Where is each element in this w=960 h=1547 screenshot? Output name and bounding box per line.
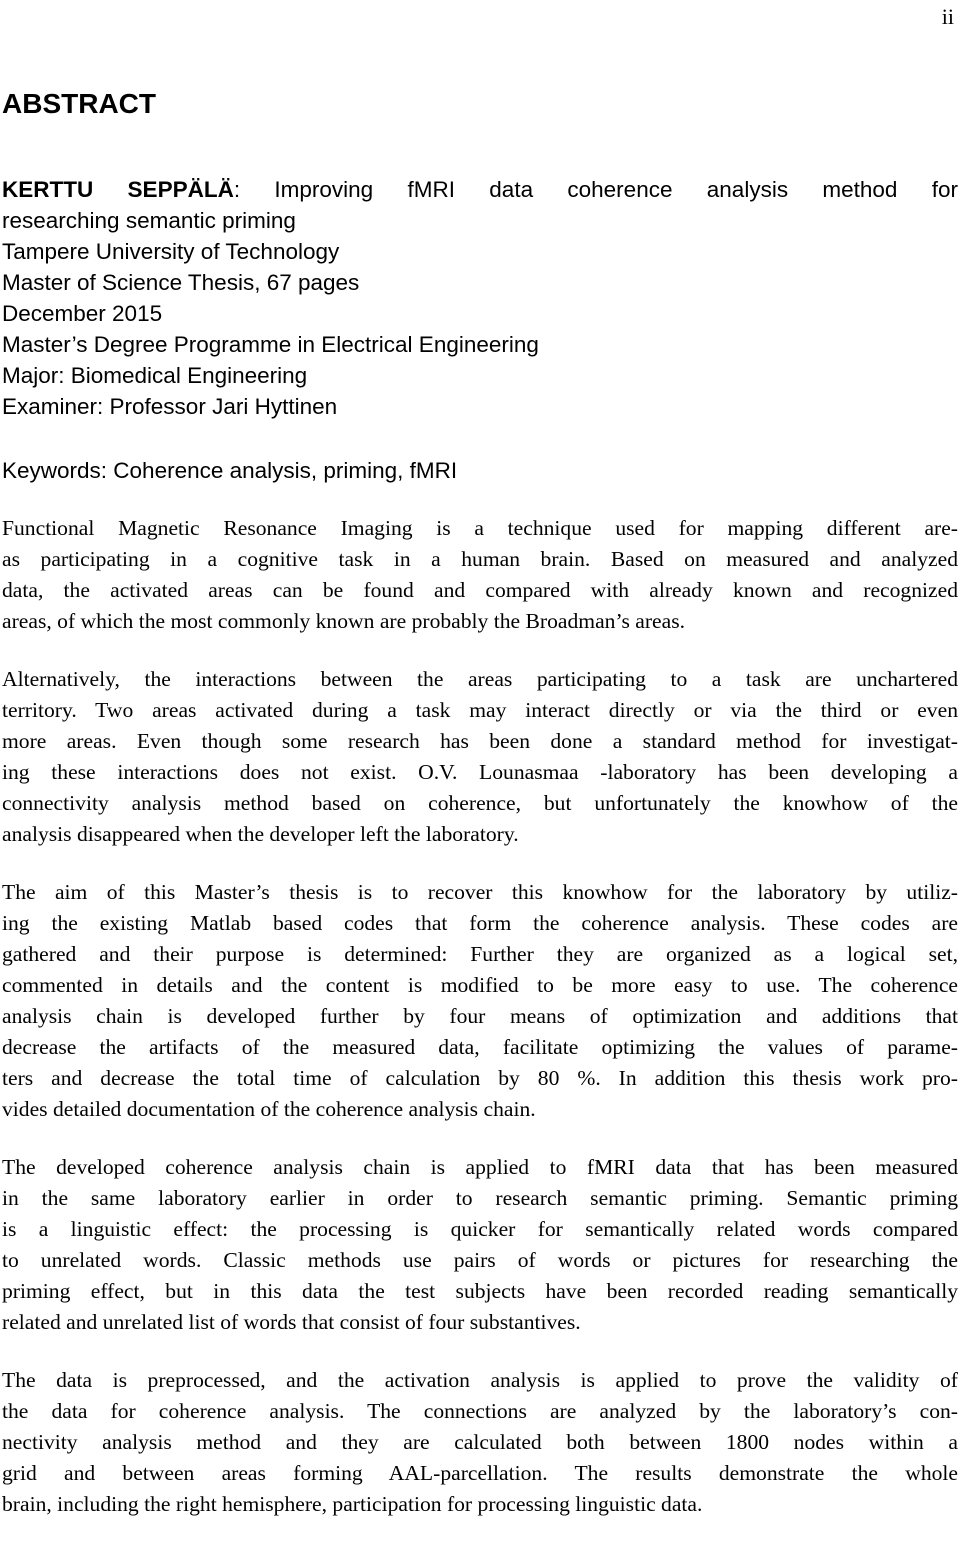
paragraph-line: more areas. Even though some research has been done a standard method for investigat- — [2, 729, 958, 753]
paragraph-line: brain, including the right hemisphere, participation for processing linguistic data. — [2, 1492, 703, 1516]
thesis-metadata — [2, 174, 958, 422]
paragraph-line: Alternatively, the interactions between the areas participating to a task are unchartered — [2, 667, 958, 691]
paragraph-line: vides detailed documentation of the coherence analysis chain. — [2, 1097, 536, 1121]
paragraph-line: is a linguistic effect: the processing is quicker for semantically related words compared — [2, 1217, 958, 1241]
paragraph-line: nectivity analysis method and they are calculated both between 1800 nodes within a — [2, 1430, 958, 1454]
paragraph-line: data, the activated areas can be found and compared with already known and recognized — [2, 578, 958, 602]
abstract-heading: ABSTRACT — [2, 88, 156, 119]
paragraph-line: priming effect, but in this data the test subjects have been recorded reading semantically — [2, 1279, 958, 1303]
degree-programme: Master’s Degree Programme in Electrical Engineering — [2, 332, 539, 357]
paragraph-line: to unrelated words. Classic methods use pairs of words or pictures for researching the — [2, 1248, 958, 1272]
thesis-info: Master of Science Thesis, 67 pages — [2, 270, 360, 295]
paragraph-line: decrease the artifacts of the measured data, facilitate optimizing the values of parame- — [2, 1035, 958, 1059]
paragraph-line: areas, of which the most commonly known are probably the Broadman’s areas. — [2, 609, 686, 633]
page-number: ii — [941, 4, 954, 29]
abstract-paragraph — [2, 513, 958, 637]
paragraph-line: The aim of this Master’s thesis is to recover this knowhow for the laboratory by utiliz- — [2, 880, 958, 904]
paragraph-line: in the same laboratory earlier in order to research semantic priming. Semantic priming — [2, 1186, 958, 1210]
paragraph-line: ing these interactions does not exist. O.V. Lounasmaa -laboratory has been developing a — [2, 760, 958, 784]
paragraph-line: grid and between areas forming AAL-parcellation. The results demonstrate the whole — [2, 1461, 958, 1485]
thesis-title-part-1: : Improving fMRI data coherence analysis method for — [233, 177, 958, 202]
abstract-paragraph — [2, 664, 958, 850]
thesis-title-part-2: researching semantic priming — [2, 208, 296, 233]
paragraph-line: Functional Magnetic Resonance Imaging is a technique used for mapping different are- — [2, 516, 958, 540]
thesis-date: December 2015 — [2, 301, 163, 326]
paragraph-line: The developed coherence analysis chain is applied to fMRI data that has been measured — [2, 1155, 958, 1179]
keywords: Keywords: Coherence analysis, priming, fMRI — [2, 458, 458, 483]
university: Tampere University of Technology — [2, 239, 340, 264]
author-name: KERTTU SEPPÄLÄ — [2, 177, 234, 202]
paragraph-line: commented in details and the content is modified to be more easy to use. The coherence — [2, 973, 958, 997]
paragraph-line: the data for coherence analysis. The connections are analyzed by the laboratory’s con- — [2, 1399, 958, 1423]
abstract-paragraph — [2, 877, 958, 1125]
abstract-paragraph — [2, 1365, 958, 1520]
examiner: Examiner: Professor Jari Hyttinen — [2, 394, 338, 419]
paragraph-line: The data is preprocessed, and the activation analysis is applied to prove the validity of — [2, 1368, 958, 1392]
paragraph-line: as participating in a cognitive task in a human brain. Based on measured and analyzed — [2, 547, 958, 571]
paragraph-line: ing the existing Matlab based codes that form the coherence analysis. These codes are — [2, 911, 958, 935]
abstract-paragraph — [2, 1152, 958, 1338]
paragraph-line: analysis chain is developed further by four means of optimization and additions that — [2, 1004, 958, 1028]
abstract-body — [2, 513, 958, 1547]
paragraph-line: gathered and their purpose is determined: Further they are organized as a logical set, — [2, 942, 958, 966]
thesis-title-line — [2, 174, 958, 205]
paragraph-line: analysis disappeared when the developer left the laboratory. — [2, 822, 519, 846]
paragraph-line: connectivity analysis method based on coherence, but unfortunately the knowhow of the — [2, 791, 958, 815]
paragraph-line: related and unrelated list of words that consist of four substantives. — [2, 1310, 581, 1334]
major: Major: Biomedical Engineering — [2, 363, 308, 388]
paragraph-line: territory. Two areas activated during a task may interact directly or via the third or even — [2, 698, 958, 722]
paragraph-line: ters and decrease the total time of calculation by 80 %. In addition this thesis work pro- — [2, 1066, 958, 1090]
